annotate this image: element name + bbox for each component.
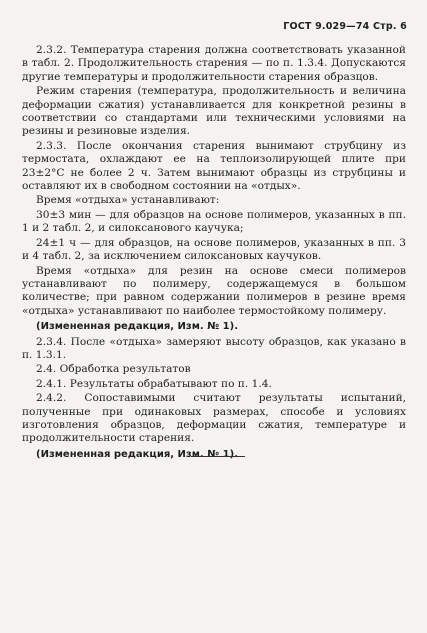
paragraph-2-4: 2.4. Обработка результатов [36, 363, 191, 376]
paragraph-2-3-2: 2.3.2. Температура старения должна соответствовать указанной в табл. 2. Продолжительность старения — по п. 1.3.4. Допускаются другие температуры и продолжительности старения образцов. [22, 44, 406, 83]
paragraph-2-4-2: 2.4.2. Сопоставимыми считают результаты испытаний, полученные при одинаковых размерах, способе и условиях изготовления образцов, деформации сжатия, температуре и продолжительности старения. [22, 392, 406, 445]
closing-divider [191, 456, 245, 457]
paragraph-polymer-mix: Время «отдыха» для резин на основе смеси полимеров устанавливают по полимеру, содержащемуся в большом количестве; при равном содержании полимеров в резине время «отдыха» устанавливают по наиболее термостойкому полимеру. [22, 264, 406, 317]
paragraph-rest-30-min: 30±3 мин — для образцов на основе полимеров, указанных в пп. 1 и 2 табл. 2, и силоксанового каучука; [22, 208, 406, 235]
paragraph-2-3-3: 2.3.3. После окончания старения вынимают струбцину из термостата, охлаждают ее на теплоизолирующей плите при 23±2°C не более 2 ч. Затем вынимают образцы из струбцины и оставляют их в свободном состоянии на «отдых». [22, 139, 406, 193]
page-header: ГОСТ 9.029—74 Стр. 6 [283, 21, 407, 32]
paragraph-rest-24-h: 24±1 ч — для образцов, на основе полимеров, указанных в пп. 3 и 4 табл. 2, за исключением силоксановых каучуков. [22, 236, 406, 263]
paragraph-rest-time: Время «отдыха» устанавливают: [36, 194, 220, 207]
paragraph-2-4-1: 2.4.1. Результаты обрабатывают по п. 1.4. [36, 377, 272, 390]
amendment-note-2: (Измененная редакция, Изм. № 1). [36, 448, 239, 460]
amendment-note-1: (Измененная редакция, Изм. № 1). [36, 321, 239, 333]
paragraph-aging-mode: Режим старения (температура, продолжительность и величина деформации сжатия) устанавливается для конкретной резины в соответствии со стандартами или техническими условиями на резины и резиновые изделия. [22, 85, 406, 138]
paragraph-2-3-4: 2.3.4. После «отдыха» замеряют высоту образцов, как указано в п. 1.3.1. [22, 335, 406, 361]
document-body [22, 44, 406, 463]
